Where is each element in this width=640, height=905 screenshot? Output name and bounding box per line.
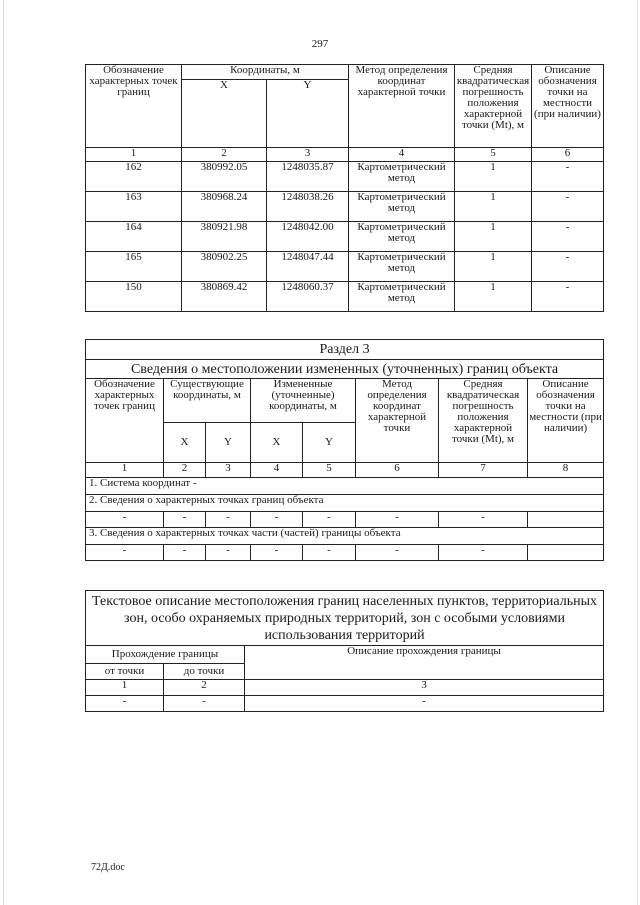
changed-boundaries-table [85, 339, 604, 561]
method: Картометрический метод [349, 282, 455, 312]
header-x: X [164, 423, 206, 463]
table-row [86, 162, 604, 192]
parts-info-row: 3. Сведения о характерных точках части (частей) границы объекта [86, 528, 604, 545]
empty-cell: - [86, 512, 164, 528]
header-to-point: до точки [164, 664, 245, 680]
column-number: 6 [532, 148, 604, 162]
header-changed-coordinates: Измененные (уточненные) координаты, м [251, 379, 356, 423]
point-id: 150 [86, 282, 182, 312]
empty-cell: - [356, 512, 439, 528]
empty-cell: - [303, 545, 356, 561]
description: - [532, 252, 604, 282]
header-y: Y [267, 80, 349, 148]
method: Картометрический метод [349, 222, 455, 252]
coord-x: 380869.42 [182, 282, 267, 312]
header-existing-coordinates: Существующие координаты, м [164, 379, 251, 423]
header-passage-description: Описание прохождения границы [245, 646, 604, 680]
header-y: Y [206, 423, 251, 463]
header-description: Описание обозначения точки на местности (при наличии) [528, 379, 604, 463]
point-id: 162 [86, 162, 182, 192]
header-designation: Обозначение характерных точек границ [86, 379, 164, 463]
column-number: 5 [303, 463, 356, 478]
column-number: 4 [349, 148, 455, 162]
empty-cell: - [251, 512, 303, 528]
coordinates-table [85, 64, 604, 312]
section-title: Раздел 3 [86, 340, 604, 360]
column-number: 3 [267, 148, 349, 162]
coord-x: 380902.25 [182, 252, 267, 282]
page-edge [3, 0, 4, 905]
coord-y: 1248038.26 [267, 192, 349, 222]
table-row [86, 192, 604, 222]
error: 1 [455, 162, 532, 192]
empty-cell: - [439, 512, 528, 528]
error: 1 [455, 192, 532, 222]
column-number: 2 [182, 148, 267, 162]
method: Картометрический метод [349, 252, 455, 282]
boundary-description-table [85, 590, 604, 712]
empty-cell: - [245, 696, 604, 712]
table-row [86, 222, 604, 252]
column-number: 8 [528, 463, 604, 478]
column-number: 5 [455, 148, 532, 162]
empty-cell: - [206, 545, 251, 561]
page-edge [637, 0, 638, 905]
table-row [86, 282, 604, 312]
table-title: Сведения о местоположении измененных (уточненных) границ объекта [86, 360, 604, 379]
description: - [532, 192, 604, 222]
page-number: 297 [311, 38, 329, 50]
header-method: Метод определения координат характерной точки [349, 65, 455, 148]
error: 1 [455, 282, 532, 312]
header-y: Y [303, 423, 356, 463]
header-from-point: от точки [86, 664, 164, 680]
column-number: 1 [86, 463, 164, 478]
table-row [86, 545, 604, 561]
empty-cell [528, 512, 604, 528]
description: - [532, 282, 604, 312]
error: 1 [455, 222, 532, 252]
empty-cell: - [206, 512, 251, 528]
empty-cell: - [439, 545, 528, 561]
column-number: 1 [86, 680, 164, 696]
method: Картометрический метод [349, 192, 455, 222]
empty-cell [528, 545, 604, 561]
error: 1 [455, 252, 532, 282]
point-id: 164 [86, 222, 182, 252]
header-error: Средняя квадратическая погрешность положения характерной точки (Mt), м [439, 379, 528, 463]
empty-cell: - [164, 696, 245, 712]
coord-x: 380968.24 [182, 192, 267, 222]
coord-y: 1248042.00 [267, 222, 349, 252]
point-id: 163 [86, 192, 182, 222]
column-number: 4 [251, 463, 303, 478]
table-row [86, 252, 604, 282]
coord-x: 380992.05 [182, 162, 267, 192]
column-number: 3 [206, 463, 251, 478]
empty-cell: - [164, 512, 206, 528]
empty-cell: - [303, 512, 356, 528]
empty-cell: - [86, 545, 164, 561]
empty-cell: - [86, 696, 164, 712]
coord-y: 1248035.87 [267, 162, 349, 192]
coord-y: 1248047.44 [267, 252, 349, 282]
table-row [86, 696, 604, 712]
header-passage: Прохождение границы [86, 646, 245, 664]
column-number: 2 [164, 680, 245, 696]
header-designation: Обозначение характерных точек границ [86, 65, 182, 148]
header-method: Метод определения координат характерной точки [356, 379, 439, 463]
header-x: X [182, 80, 267, 148]
table-title: Текстовое описание местоположения границ населенных пунктов, территориальных зон, особо охраняемых природных территорий, зон с особыми условиями использования территорий [86, 591, 604, 646]
column-number: 7 [439, 463, 528, 478]
header-x: X [251, 423, 303, 463]
column-number: 1 [86, 148, 182, 162]
coord-y: 1248060.37 [267, 282, 349, 312]
empty-cell: - [164, 545, 206, 561]
footer-filename: 72Д.doc [91, 862, 125, 873]
description: - [532, 162, 604, 192]
empty-cell: - [356, 545, 439, 561]
point-id: 165 [86, 252, 182, 282]
header-coordinates: Координаты, м [182, 65, 349, 80]
header-error: Средняя квадратическая погрешность положения характерной точки (Mt), м [455, 65, 532, 148]
column-number: 6 [356, 463, 439, 478]
table-row [86, 512, 604, 528]
coord-x: 380921.98 [182, 222, 267, 252]
description: - [532, 222, 604, 252]
column-number: 2 [164, 463, 206, 478]
points-info-row: 2. Сведения о характерных точках границ объекта [86, 495, 604, 512]
empty-cell: - [251, 545, 303, 561]
coordinate-system-row: 1. Система координат - [86, 478, 604, 495]
header-description: Описание обозначения точки на местности (при наличии) [532, 65, 604, 148]
method: Картометрический метод [349, 162, 455, 192]
column-number: 3 [245, 680, 604, 696]
